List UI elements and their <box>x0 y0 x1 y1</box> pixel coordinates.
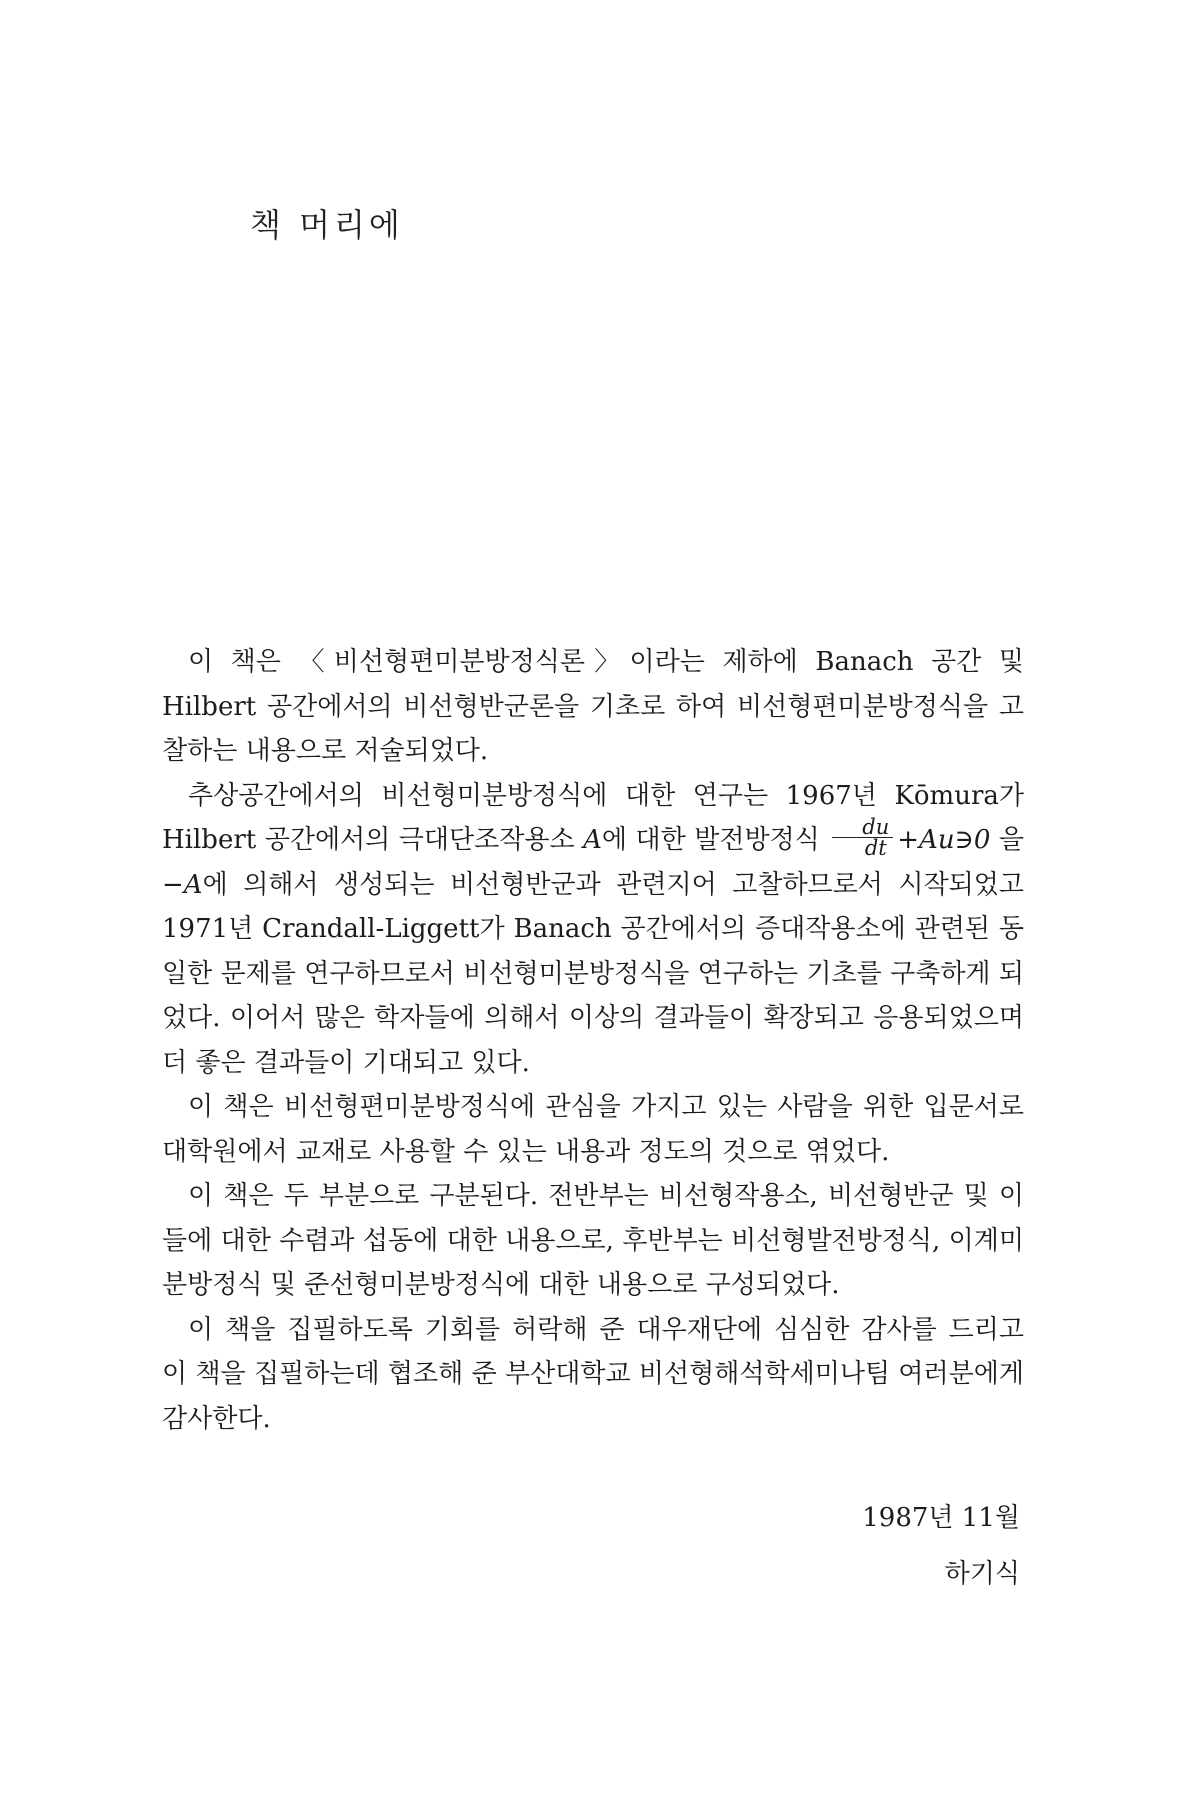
paragraph-1: 이 책은 〈비선형편미분방정식론〉이라는 제하에 Banach 공간 및 Hilbert 공간에서의 비선형반군론을 기초로 하여 비선형편미분방정식을 고찰하는 내용으로 저술되었다. <box>162 647 1024 766</box>
paragraph-2-text-d: 에 의해서 생성되는 비선형반군과 관련지어 고찰하므로서 시작되었고 1971년 Crandall-Liggett가 Banach 공간에서의 증대작용소에 관련된 동일한 문제를 연구하므로서 비선형미분방정식을 연구하는 기초를 구축하게 되었다. 이어서 많은 학자들에 의해서 이상의 결과들이 확장되고 응용되었으며 더 좋은 결과들이 기대되고 있다. <box>162 869 1024 1078</box>
paragraph-2 <box>162 774 1024 1086</box>
paragraph-4: 이 책은 두 부분으로 구분된다. 전반부는 비선형작용소, 비선형반군 및 이들에 대한 수렴과 섭동에 대한 내용으로, 후반부는 비선형발전방정식, 이계미분방정식 및 준선형미분방정식에 대한 내용으로 구성되었다. <box>162 1181 1024 1300</box>
paragraph-2-text-c: 을 <box>998 825 1024 855</box>
evolution-equation-expression: +Au∋0 <box>897 825 991 855</box>
preface-body <box>162 640 1024 1441</box>
operator-neg-a: −A <box>162 869 203 900</box>
paragraph-3: 이 책은 비선형편미분방정식에 관심을 가지고 있는 사람을 위한 입문서로 대학원에서 교재로 사용할 수 있는 내용과 정도의 것으로 엮었다. <box>162 1092 1024 1167</box>
paragraph-5: 이 책을 집필하도록 기회를 허락해 준 대우재단에 심심한 감사를 드리고 이 책을 집필하는데 협조해 준 부산대학교 비선형해석학세미나팀 여러분에게 감사한다. <box>162 1314 1024 1434</box>
page-title: 책 머리에 <box>250 206 404 244</box>
signature-author: 하기식 <box>944 1559 1020 1589</box>
fraction-denominator: dt <box>864 835 887 860</box>
operator-a: A <box>583 825 602 855</box>
fraction-numerator: du <box>832 817 893 838</box>
signature-block <box>862 1490 1020 1602</box>
signature-date: 1987년 11월 <box>862 1503 1020 1533</box>
paragraph-2-text-a: 추상공간에서의 비선형미분방정식에 대한 연구는 1967년 Kōmura가 Hilbert 공간에서의 극대단조작용소 <box>162 780 1024 855</box>
paragraph-2-text-b: 에 대한 발전방정식 <box>601 825 820 855</box>
derivative-fraction <box>832 814 893 860</box>
